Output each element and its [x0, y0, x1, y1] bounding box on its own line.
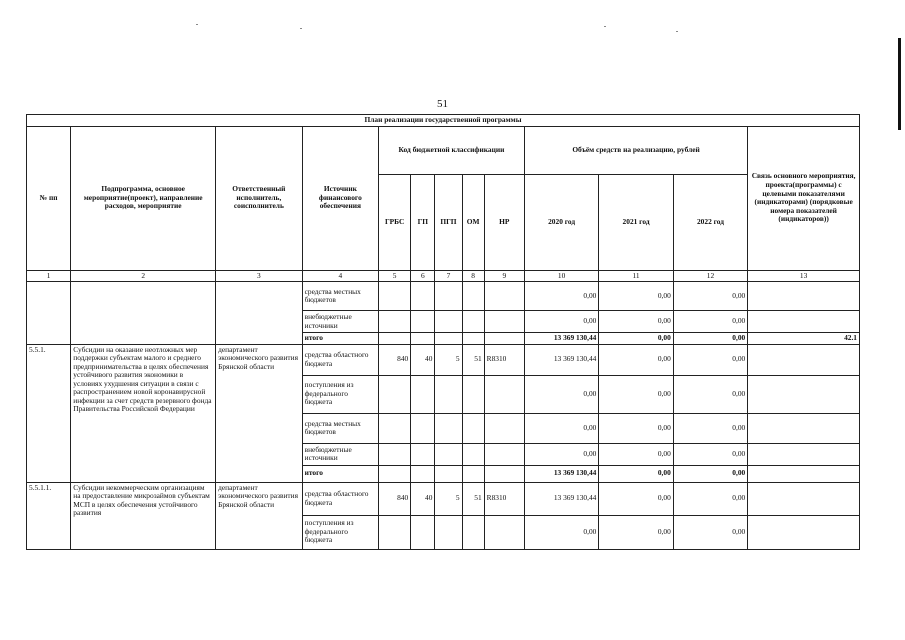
item-executor: департамент экономического развития Брянской области — [216, 344, 303, 482]
amount-2020: 0,00 — [524, 443, 598, 465]
item-description: Субсидии некоммерческим организациям на предоставление микрозаймов субъектам МСП в целях обеспечения устойчивого развития — [71, 482, 216, 549]
source-cell: средства областного бюджета — [302, 344, 378, 375]
kbk-grbs: 840 — [379, 344, 411, 375]
header-nr: НР — [484, 174, 524, 270]
source-cell: поступления из федерального бюджета — [302, 515, 378, 549]
header-pgp: ПГП — [435, 174, 462, 270]
item-number: 5.5.1. — [27, 344, 71, 482]
kbk-gp: 40 — [411, 344, 435, 375]
amount-2021: 0,00 — [599, 413, 673, 443]
kbk-gp: 40 — [411, 482, 435, 515]
amount-2021: 0,00 — [599, 282, 673, 311]
page-number: 51 — [437, 98, 448, 110]
column-number: 1 — [27, 270, 71, 282]
table-row — [27, 482, 860, 515]
column-number: 3 — [216, 270, 303, 282]
header-program: Подпрограмма, основное мероприятие(проект), направление расходов, мероприятие — [71, 126, 216, 270]
column-number-row — [27, 270, 860, 282]
amount-2020: 13 369 130,44 — [524, 465, 598, 482]
column-number: 5 — [379, 270, 411, 282]
header-year-2020: 2020 год — [524, 174, 598, 270]
item-number: 5.5.1.1. — [27, 482, 71, 549]
amount-2021: 0,00 — [599, 333, 673, 345]
kbk-om: 51 — [462, 482, 484, 515]
amount-2021: 0,00 — [599, 482, 673, 515]
amount-2022: 0,00 — [673, 482, 747, 515]
kbk-grbs: 840 — [379, 482, 411, 515]
source-cell: средства областного бюджета — [302, 482, 378, 515]
header-gp: ГП — [411, 174, 435, 270]
source-cell: средства местных бюджетов — [302, 282, 378, 311]
source-cell: средства местных бюджетов — [302, 413, 378, 443]
source-cell: внебюджетные источники — [302, 443, 378, 465]
amount-2021: 0,00 — [599, 465, 673, 482]
header-link: Связь основного мероприятия, проекта(программы) с целевыми показателями (индикаторами) (порядковые номера показателей (индикаторов)) — [748, 126, 860, 270]
cont-executor-cell — [216, 282, 303, 345]
column-number: 9 — [484, 270, 524, 282]
plan-table — [26, 114, 860, 550]
header-year-2021: 2021 год — [599, 174, 673, 270]
scan-dot — [300, 28, 302, 29]
header-executor: Ответственный исполнитель, соисполнитель — [216, 126, 303, 270]
scan-dot — [604, 26, 606, 27]
header-year-2022: 2022 год — [673, 174, 747, 270]
amount-2021: 0,00 — [599, 311, 673, 333]
source-cell: итого — [302, 465, 378, 482]
scan-dot — [196, 24, 198, 25]
amount-2022: 0,00 — [673, 282, 747, 311]
amount-2022: 0,00 — [673, 344, 747, 375]
table-row — [27, 282, 860, 311]
table-title: План реализации государственной программы — [27, 115, 860, 127]
column-number: 13 — [748, 270, 860, 282]
amount-2020: 0,00 — [524, 515, 598, 549]
header-no: № пп — [27, 126, 71, 270]
amount-2020: 0,00 — [524, 311, 598, 333]
amount-2022: 0,00 — [673, 375, 747, 413]
header-kbk-group: Код бюджетной классификации — [379, 126, 525, 174]
amount-2020: 13 369 130,44 — [524, 482, 598, 515]
kbk-nr: R8310 — [484, 344, 524, 375]
amount-2021: 0,00 — [599, 375, 673, 413]
kbk-om: 51 — [462, 344, 484, 375]
column-number: 10 — [524, 270, 598, 282]
amount-2021: 0,00 — [599, 515, 673, 549]
column-number: 7 — [435, 270, 462, 282]
cont-no-cell — [27, 282, 71, 345]
source-cell: поступления из федерального бюджета — [302, 375, 378, 413]
table-row — [27, 344, 860, 375]
indicator-link: 42.1 — [748, 333, 860, 345]
amount-2020: 0,00 — [524, 282, 598, 311]
kbk-pgp: 5 — [435, 482, 462, 515]
amount-2020: 13 369 130,44 — [524, 344, 598, 375]
header-grbs: ГРБС — [379, 174, 411, 270]
amount-2022: 0,00 — [673, 333, 747, 345]
column-number: 2 — [71, 270, 216, 282]
amount-2022: 0,00 — [673, 443, 747, 465]
item-executor: департамент экономического развития Брянской области — [216, 482, 303, 549]
column-number: 8 — [462, 270, 484, 282]
scan-margin-bar — [898, 38, 901, 130]
item-description: Субсидии на оказание неотложных мер поддержки субъектам малого и среднего предпринимательства в целях обеспечения устойчивого развития экономики в условиях ухудшения ситуации в связи с распространением новой коронавирусной инфекции за счет средств резервного фонда Правительства Российской Федерации — [71, 344, 216, 482]
header-source: Источник финансового обеспечения — [302, 126, 378, 270]
scan-dot — [676, 31, 678, 32]
column-number: 4 — [302, 270, 378, 282]
amount-2020: 13 369 130,44 — [524, 333, 598, 345]
amount-2022: 0,00 — [673, 465, 747, 482]
amount-2022: 0,00 — [673, 311, 747, 333]
amount-2020: 0,00 — [524, 375, 598, 413]
header-amount-group: Объём средств на реализацию, рублей — [524, 126, 747, 174]
amount-2022: 0,00 — [673, 515, 747, 549]
header-om: ОМ — [462, 174, 484, 270]
kbk-nr: R8310 — [484, 482, 524, 515]
amount-2021: 0,00 — [599, 344, 673, 375]
amount-2022: 0,00 — [673, 413, 747, 443]
amount-2021: 0,00 — [599, 443, 673, 465]
column-number: 11 — [599, 270, 673, 282]
column-number: 6 — [411, 270, 435, 282]
column-number: 12 — [673, 270, 747, 282]
amount-2020: 0,00 — [524, 413, 598, 443]
source-cell: итого — [302, 333, 378, 345]
kbk-pgp: 5 — [435, 344, 462, 375]
source-cell: внебюджетные источники — [302, 311, 378, 333]
cont-program-cell — [71, 282, 216, 345]
